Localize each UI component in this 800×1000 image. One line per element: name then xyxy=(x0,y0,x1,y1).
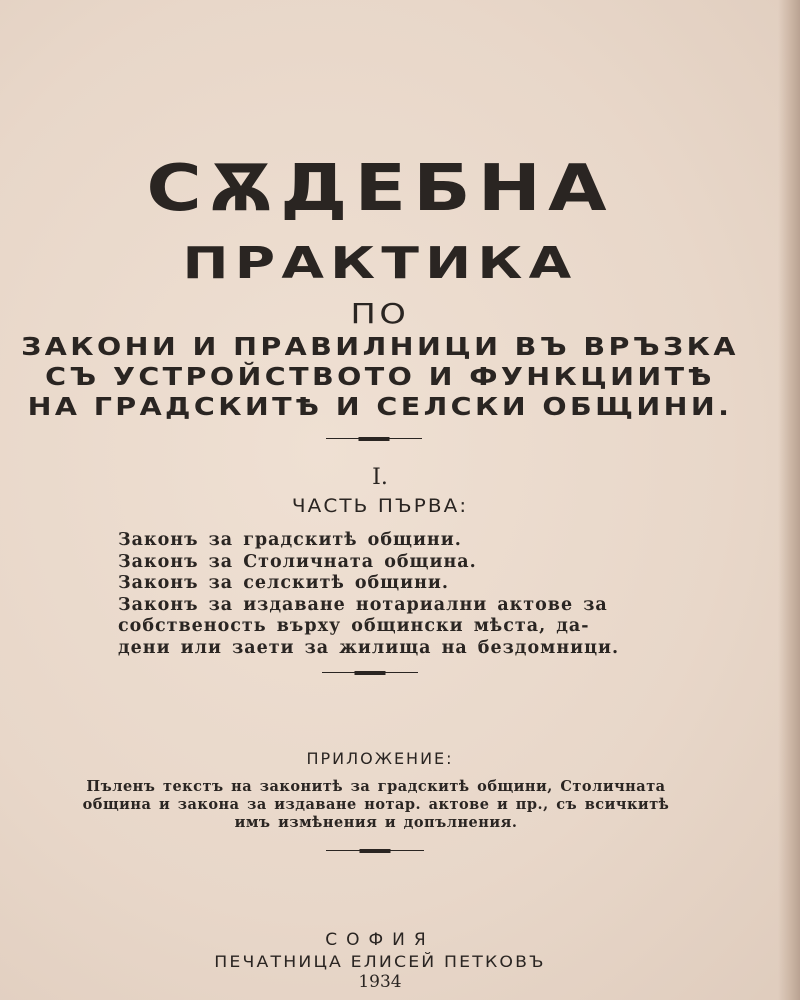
ornamental-divider xyxy=(322,671,418,675)
part-heading: ЧАСТЬ ПЪРВА: xyxy=(291,495,469,517)
appendix-heading: ПРИЛОЖЕНИЕ: xyxy=(306,749,454,768)
ornamental-divider xyxy=(326,437,422,441)
subtitle-line: СЪ УСТРОЙСТВОТО И ФУНКЦИИТѢ xyxy=(45,362,715,391)
imprint-printer: ПЕЧАТНИЦА ЕЛИСЕЙ ПЕТКОВЪ xyxy=(214,952,546,971)
title-second-line: ПРАКТИКА xyxy=(182,238,578,289)
law-item: Законъ за градскитѣ общини. xyxy=(118,530,462,550)
main-title: СѪДЕБНА xyxy=(146,152,614,226)
subtitle-line: НА ГРАДСКИТѢ И СЕЛСКИ ОБЩИНИ. xyxy=(27,392,733,421)
law-item: собственость върху общински мѣста, да- xyxy=(118,616,590,636)
ornamental-divider xyxy=(326,849,424,853)
subtitle-line: ЗАКОНИ И ПРАВИЛНИЦИ ВЪ ВРЪЗКА xyxy=(21,332,739,361)
imprint-year: 1934 xyxy=(358,972,402,992)
appendix-line: Пъленъ текстъ на законитѣ за градскитѣ общини, Столичната xyxy=(86,778,666,795)
subtitle-block xyxy=(0,332,800,422)
law-item: Законъ за селскитѣ общини. xyxy=(118,573,449,593)
appendix-line: имъ измѣнения и допълнения. xyxy=(234,814,518,831)
title-preposition: ПО xyxy=(350,297,410,330)
law-item: дени или заети за жилища на бездомници. xyxy=(118,637,620,658)
volume-number: I. xyxy=(372,465,388,490)
law-item: Законъ за издаване нотариални актове за xyxy=(118,594,608,615)
appendix-text xyxy=(66,778,686,832)
imprint-city: СОФИЯ xyxy=(325,930,435,950)
appendix-line: община и закона за издаване нотар. актове и пр., съ всичкитѣ xyxy=(82,796,670,813)
law-item: Законъ за Столичната община. xyxy=(118,551,477,572)
page-edge-shadow xyxy=(778,0,800,1000)
laws-list xyxy=(118,530,638,659)
